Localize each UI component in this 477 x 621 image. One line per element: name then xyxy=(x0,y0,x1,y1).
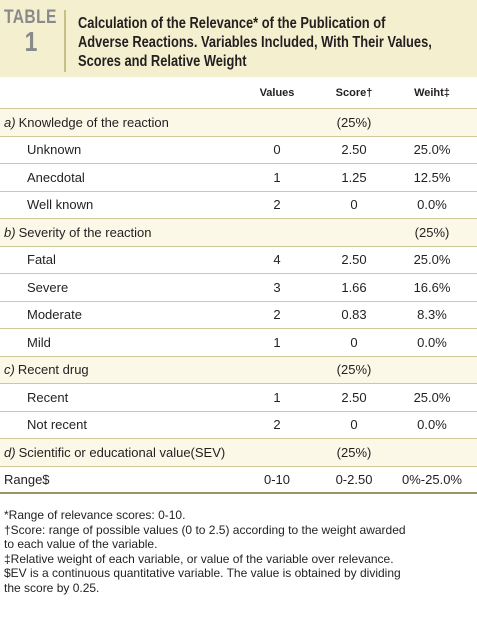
table-row xyxy=(0,137,477,165)
row-label-text: Recent drug xyxy=(17,362,89,378)
table-label-word: TABLE xyxy=(4,7,57,28)
row-score: 0 xyxy=(350,417,358,433)
footnote: to each value of the variable. xyxy=(4,537,158,551)
table-label-number: 1 xyxy=(24,26,38,57)
category-row xyxy=(0,357,477,385)
table-header xyxy=(0,0,477,77)
row-value: 3 xyxy=(273,279,281,295)
row-weight: 0.0% xyxy=(417,197,447,213)
row-label-text: Scientific or educational value(SEV) xyxy=(18,444,226,460)
row-label xyxy=(27,192,93,219)
row-value: 2 xyxy=(273,197,281,213)
table-row xyxy=(0,192,477,220)
table-row xyxy=(0,302,477,330)
footnote: the score by 0.25. xyxy=(4,580,100,595)
title-line: Scores and Relative Weight xyxy=(78,53,247,70)
row-weight: 0%-25.0% xyxy=(402,471,462,487)
row-weight: 16.6% xyxy=(413,279,451,295)
row-label xyxy=(27,384,68,411)
row-score: (25%) xyxy=(336,362,372,378)
row-label xyxy=(27,329,51,356)
row-label-text: Moderate xyxy=(27,307,82,323)
row-score: 2.50 xyxy=(341,252,367,268)
row-value: 0-10 xyxy=(263,471,291,487)
row-score: 1.25 xyxy=(341,169,367,185)
column-header-values: Values xyxy=(259,86,295,99)
row-score: (25%) xyxy=(336,114,372,130)
table-row xyxy=(0,329,477,357)
row-weight: (25%) xyxy=(414,224,450,240)
row-value: 0 xyxy=(273,142,281,158)
row-label xyxy=(4,439,225,466)
row-value: 2 xyxy=(273,417,281,433)
row-weight: 25.0% xyxy=(413,389,451,405)
table-row xyxy=(0,247,477,275)
row-weight: 25.0% xyxy=(413,252,451,268)
footnotes xyxy=(4,508,474,595)
row-score xyxy=(318,219,390,246)
row-label-text: Mild xyxy=(27,334,51,350)
row-weight: 25.0% xyxy=(413,142,451,158)
row-label-text: Unknown xyxy=(27,142,82,158)
footnote: $EV is a continuous quantitative variable. The value is obtained by dividing xyxy=(4,566,401,580)
row-label xyxy=(27,302,82,329)
table-row xyxy=(0,412,477,440)
row-value xyxy=(240,219,314,246)
row-score: 0 xyxy=(350,197,358,213)
header-divider xyxy=(64,10,66,72)
row-label xyxy=(4,219,152,246)
row-value: 2 xyxy=(273,307,281,323)
column-header-row xyxy=(0,77,477,109)
table-label xyxy=(4,7,57,57)
row-label-text: Fatal xyxy=(27,252,56,268)
category-row xyxy=(0,109,477,137)
row-value: 1 xyxy=(273,334,281,350)
row-label xyxy=(27,274,68,301)
table-body xyxy=(0,109,477,494)
row-label-text: Severity of the reaction xyxy=(18,224,152,240)
category-row xyxy=(0,219,477,247)
row-score: 0 xyxy=(350,334,358,350)
row-label xyxy=(4,467,50,493)
row-value: 1 xyxy=(273,389,281,405)
category-letter: a) xyxy=(4,114,16,130)
range-row xyxy=(0,467,477,495)
row-label-text: Knowledge of the reaction xyxy=(18,114,169,130)
row-label xyxy=(4,357,89,384)
title-line: Adverse Reactions. Variables Included, With Their Values, xyxy=(78,34,432,51)
row-value: 1 xyxy=(273,169,281,185)
table-row xyxy=(0,164,477,192)
row-weight: 12.5% xyxy=(413,169,451,185)
row-weight: 0.0% xyxy=(417,334,447,350)
row-score: 2.50 xyxy=(341,389,367,405)
table-title xyxy=(78,14,468,71)
row-label-text: Well known xyxy=(27,197,94,213)
row-label xyxy=(27,164,85,191)
column-header-weight: Weiht‡ xyxy=(414,86,450,99)
table-row xyxy=(0,384,477,412)
row-weight: 0.0% xyxy=(417,417,447,433)
row-score: 0-2.50 xyxy=(335,471,373,487)
row-label xyxy=(4,109,169,136)
row-value xyxy=(240,109,314,136)
table-row xyxy=(0,274,477,302)
row-weight xyxy=(392,109,472,136)
row-value: 4 xyxy=(273,252,281,268)
row-label-text: Range$ xyxy=(4,471,50,487)
category-letter: c) xyxy=(4,362,15,378)
row-value xyxy=(240,439,314,466)
row-score: 0.83 xyxy=(341,307,367,323)
data-table xyxy=(0,77,477,494)
column-header-score: Score† xyxy=(335,86,373,99)
footnote: ‡Relative weight of each variable, or value of the variable over relevance. xyxy=(4,551,394,566)
row-label-text: Not recent xyxy=(27,417,87,433)
row-weight xyxy=(392,439,472,466)
row-value xyxy=(240,357,314,384)
row-weight xyxy=(392,357,472,384)
row-weight: 8.3% xyxy=(417,307,447,323)
title-line: Calculation of the Relevance* of the Publication of xyxy=(78,15,386,32)
row-score: 1.66 xyxy=(341,279,367,295)
row-label-text: Recent xyxy=(27,389,69,405)
row-label xyxy=(27,137,81,164)
category-letter: d) xyxy=(4,444,16,460)
row-label xyxy=(27,247,56,274)
footnote: †Score: range of possible values (0 to 2.5) according to the weight awarded xyxy=(4,522,406,537)
row-label xyxy=(27,412,87,439)
row-score: (25%) xyxy=(336,444,372,460)
category-row xyxy=(0,439,477,467)
category-letter: b) xyxy=(4,224,16,240)
row-score: 2.50 xyxy=(341,142,367,158)
row-label-text: Severe xyxy=(27,279,69,295)
footnote: *Range of relevance scores: 0-10. xyxy=(4,508,186,522)
row-label-text: Anecdotal xyxy=(27,169,85,185)
